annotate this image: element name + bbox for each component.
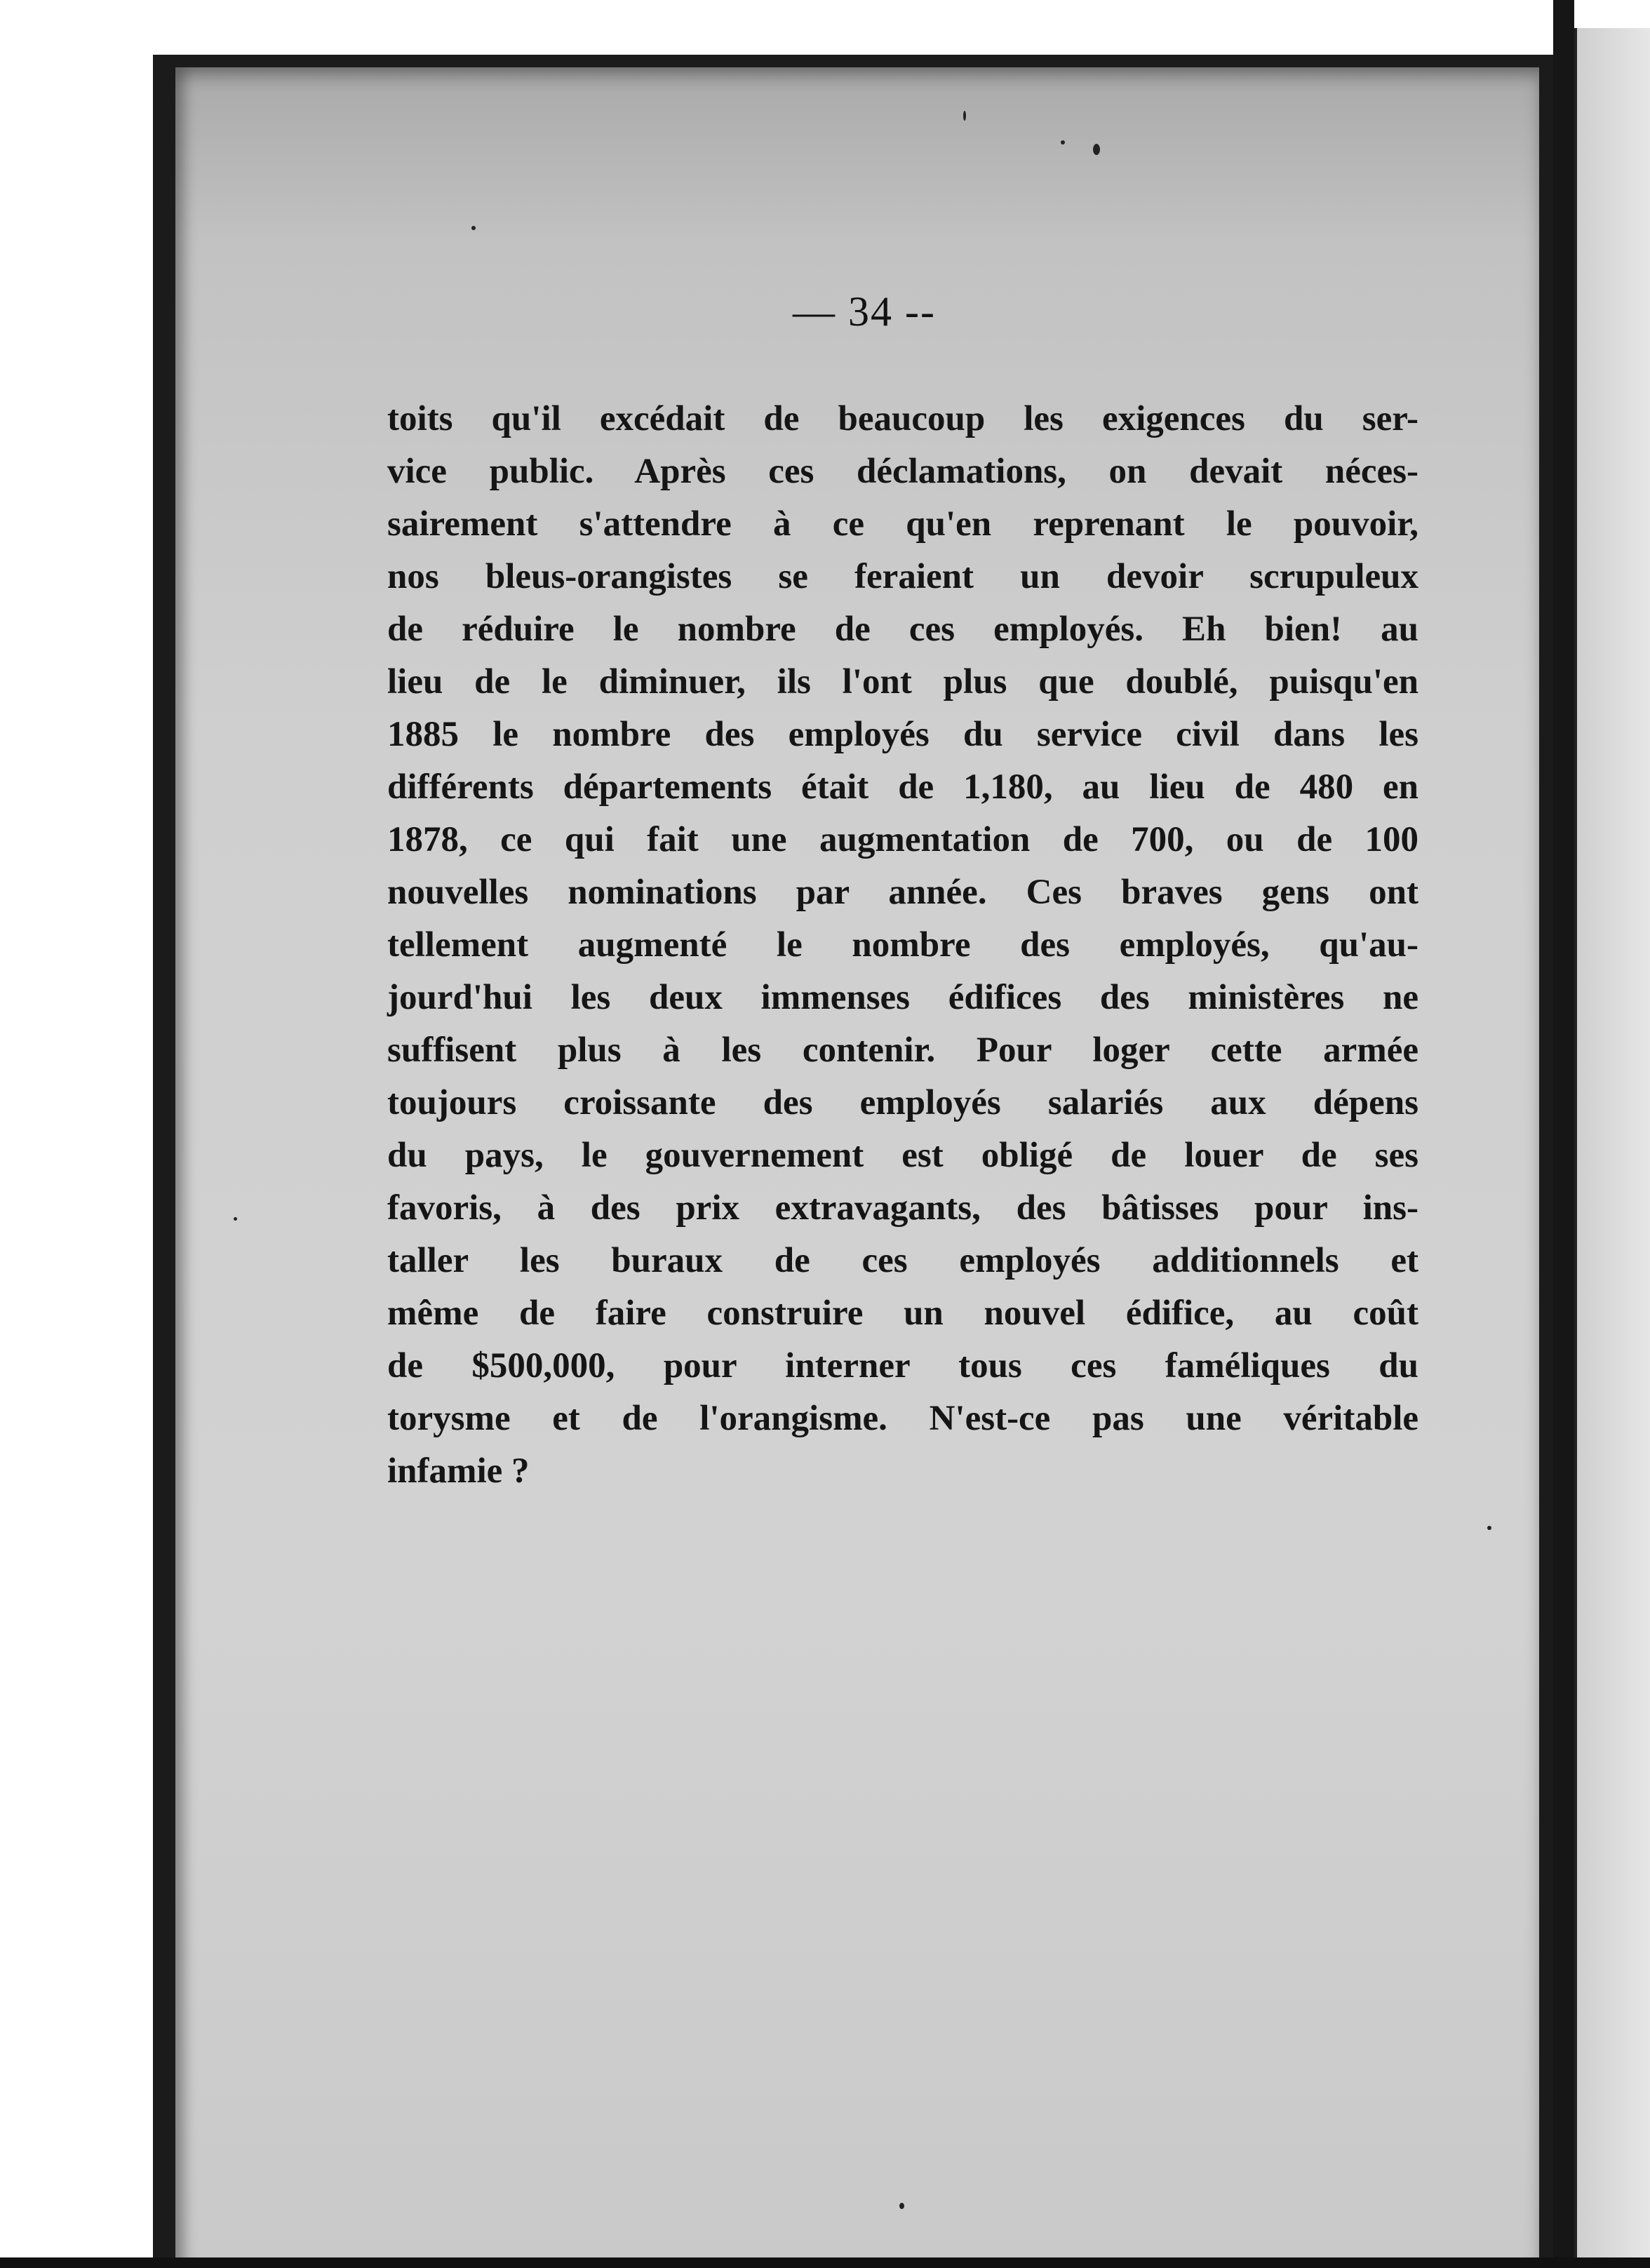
text-line: vice public. Après ces déclamations, on devait néces- <box>387 452 1418 491</box>
text-line: tellement augmenté le nombre des employés, qu'au- <box>387 925 1418 965</box>
text-line: sairement s'attendre à ce qu'en reprenant le pouvoir, <box>387 504 1418 544</box>
text-line: de réduire le nombre de ces employés. Eh bien! au <box>387 610 1418 649</box>
text-line: taller les buraux de ces employés additionnels et <box>387 1241 1418 1280</box>
text-line: différents départements était de 1,180, au lieu de 480 en <box>387 767 1418 807</box>
binding-shadow <box>1553 0 1574 2268</box>
text-line: infamie ? <box>387 1451 530 1491</box>
text-line: 1878, ce qui fait une augmentation de 700, ou de 100 <box>387 820 1418 859</box>
text-line: toujours croissante des employés salariés aux dépens <box>387 1083 1418 1122</box>
scan-bottom-border <box>0 2257 1650 2268</box>
scan-speck <box>1061 140 1065 145</box>
text-line: toits qu'il excédait de beaucoup les exigences du ser- <box>387 399 1418 438</box>
text-line: nouvelles nominations par année. Ces braves gens ont <box>387 873 1418 912</box>
text-line: 1885 le nombre des employés du service civil dans les <box>387 715 1418 754</box>
text-line: nos bleus-orangistes se feraient un devoir scrupuleux <box>387 557 1418 596</box>
text-line: lieu de le diminuer, ils l'ont plus que doublé, puisqu'en <box>387 662 1418 702</box>
scan-speck <box>471 226 476 230</box>
text-line: même de faire construire un nouvel édifice, au coût <box>387 1294 1418 1333</box>
text-line: du pays, le gouvernement est obligé de louer de ses <box>387 1136 1418 1175</box>
scan-speck <box>1093 144 1100 155</box>
text-line: suffisent plus à les contenir. Pour loger cette armée <box>387 1031 1418 1070</box>
facing-page-edge <box>1574 28 1650 2268</box>
body-paragraph <box>387 393 1418 1498</box>
text-line: de $500,000, pour interner tous ces faméliques du <box>387 1346 1418 1385</box>
scan-speck <box>963 111 966 121</box>
text-line: torysme et de l'orangisme. N'est-ce pas une véritable <box>387 1399 1418 1438</box>
scan-speck <box>234 1217 237 1221</box>
text-line: jourd'hui les deux immenses édifices des ministères ne <box>387 978 1418 1017</box>
page-number: — 34 -- <box>793 288 936 335</box>
scan-speck <box>899 2203 904 2209</box>
scan-speck <box>1487 1526 1491 1530</box>
text-line: favoris, à des prix extravagants, des bâtisses pour ins- <box>387 1188 1418 1228</box>
